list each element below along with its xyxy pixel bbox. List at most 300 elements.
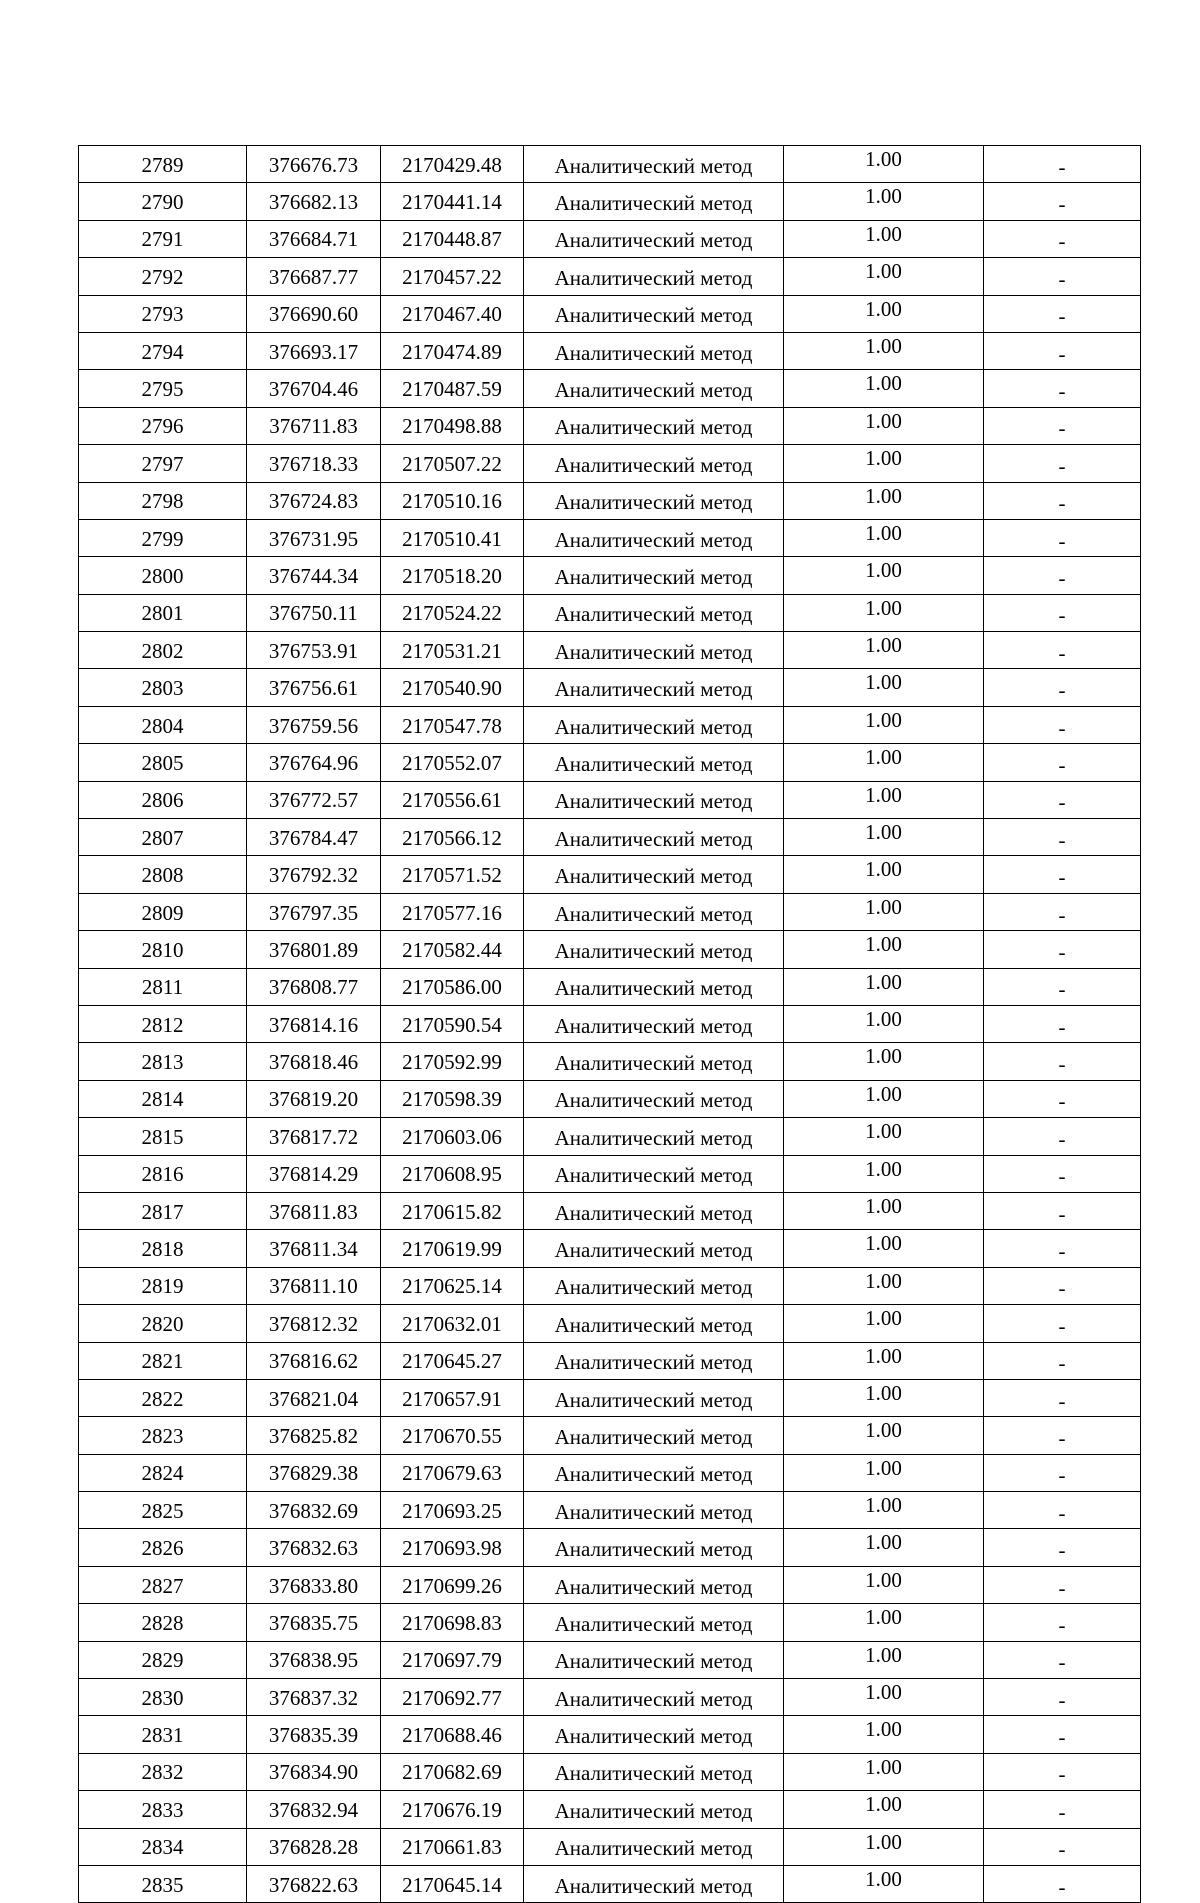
- method-cell: Аналитический метод: [524, 258, 784, 295]
- x-coordinate-cell: 376837.32: [247, 1679, 381, 1716]
- table-row: [79, 669, 1141, 706]
- x-coordinate-cell: 376731.95: [247, 519, 381, 556]
- point-number-cell: 2829: [79, 1641, 247, 1678]
- y-coordinate-cell: 2170448.87: [381, 220, 524, 257]
- note-cell: -: [984, 258, 1141, 295]
- note-cell: -: [984, 482, 1141, 519]
- accuracy-cell: 1.00: [784, 1267, 984, 1304]
- note-cell: -: [984, 407, 1141, 444]
- y-coordinate-cell: 2170682.69: [381, 1753, 524, 1790]
- table-row: [79, 1679, 1141, 1716]
- method-cell: Аналитический метод: [524, 968, 784, 1005]
- y-coordinate-cell: 2170498.88: [381, 407, 524, 444]
- accuracy-cell: 1.00: [784, 744, 984, 781]
- x-coordinate-cell: 376818.46: [247, 1043, 381, 1080]
- method-cell: Аналитический метод: [524, 744, 784, 781]
- point-number-cell: 2793: [79, 295, 247, 332]
- x-coordinate-cell: 376814.29: [247, 1155, 381, 1192]
- note-cell: -: [984, 1192, 1141, 1229]
- y-coordinate-cell: 2170688.46: [381, 1716, 524, 1753]
- accuracy-cell: 1.00: [784, 332, 984, 369]
- note-cell: -: [984, 968, 1141, 1005]
- note-cell: -: [984, 1753, 1141, 1790]
- method-cell: Аналитический метод: [524, 557, 784, 594]
- note-cell: -: [984, 1043, 1141, 1080]
- table-row: [79, 594, 1141, 631]
- y-coordinate-cell: 2170693.98: [381, 1529, 524, 1566]
- point-number-cell: 2826: [79, 1529, 247, 1566]
- y-coordinate-cell: 2170507.22: [381, 445, 524, 482]
- y-coordinate-cell: 2170615.82: [381, 1192, 524, 1229]
- method-cell: Аналитический метод: [524, 370, 784, 407]
- point-number-cell: 2790: [79, 183, 247, 220]
- y-coordinate-cell: 2170571.52: [381, 856, 524, 893]
- accuracy-cell: 1.00: [784, 931, 984, 968]
- accuracy-cell: 1.00: [784, 1043, 984, 1080]
- point-number-cell: 2811: [79, 968, 247, 1005]
- x-coordinate-cell: 376792.32: [247, 856, 381, 893]
- y-coordinate-cell: 2170590.54: [381, 1005, 524, 1042]
- accuracy-cell: 1.00: [784, 1118, 984, 1155]
- table-row: [79, 332, 1141, 369]
- accuracy-cell: 1.00: [784, 856, 984, 893]
- method-cell: Аналитический метод: [524, 519, 784, 556]
- y-coordinate-cell: 2170661.83: [381, 1828, 524, 1865]
- x-coordinate-cell: 376808.77: [247, 968, 381, 1005]
- method-cell: Аналитический метод: [524, 1417, 784, 1454]
- point-number-cell: 2813: [79, 1043, 247, 1080]
- x-coordinate-cell: 376822.63: [247, 1865, 381, 1902]
- point-number-cell: 2804: [79, 706, 247, 743]
- y-coordinate-cell: 2170608.95: [381, 1155, 524, 1192]
- table-row: [79, 1192, 1141, 1229]
- note-cell: -: [984, 632, 1141, 669]
- accuracy-cell: 1.00: [784, 1005, 984, 1042]
- x-coordinate-cell: 376764.96: [247, 744, 381, 781]
- point-number-cell: 2801: [79, 594, 247, 631]
- accuracy-cell: 1.00: [784, 1865, 984, 1902]
- point-number-cell: 2806: [79, 781, 247, 818]
- accuracy-cell: 1.00: [784, 893, 984, 930]
- point-number-cell: 2830: [79, 1679, 247, 1716]
- accuracy-cell: 1.00: [784, 1604, 984, 1641]
- note-cell: -: [984, 445, 1141, 482]
- table-row: [79, 893, 1141, 930]
- note-cell: -: [984, 370, 1141, 407]
- x-coordinate-cell: 376693.17: [247, 332, 381, 369]
- table-row: [79, 183, 1141, 220]
- point-number-cell: 2794: [79, 332, 247, 369]
- y-coordinate-cell: 2170510.16: [381, 482, 524, 519]
- note-cell: -: [984, 1305, 1141, 1342]
- point-number-cell: 2833: [79, 1791, 247, 1828]
- table-row: [79, 856, 1141, 893]
- method-cell: Аналитический метод: [524, 1118, 784, 1155]
- table-row: [79, 482, 1141, 519]
- method-cell: Аналитический метод: [524, 1492, 784, 1529]
- note-cell: -: [984, 931, 1141, 968]
- x-coordinate-cell: 376744.34: [247, 557, 381, 594]
- method-cell: Аналитический метод: [524, 1267, 784, 1304]
- point-number-cell: 2824: [79, 1454, 247, 1491]
- accuracy-cell: 1.00: [784, 519, 984, 556]
- accuracy-cell: 1.00: [784, 1492, 984, 1529]
- point-number-cell: 2815: [79, 1118, 247, 1155]
- point-number-cell: 2823: [79, 1417, 247, 1454]
- method-cell: Аналитический метод: [524, 1342, 784, 1379]
- accuracy-cell: 1.00: [784, 183, 984, 220]
- method-cell: Аналитический метод: [524, 1753, 784, 1790]
- accuracy-cell: 1.00: [784, 1679, 984, 1716]
- method-cell: Аналитический метод: [524, 1529, 784, 1566]
- method-cell: Аналитический метод: [524, 1080, 784, 1117]
- method-cell: Аналитический метод: [524, 1230, 784, 1267]
- y-coordinate-cell: 2170429.48: [381, 146, 524, 183]
- note-cell: -: [984, 1604, 1141, 1641]
- note-cell: -: [984, 332, 1141, 369]
- method-cell: Аналитический метод: [524, 781, 784, 818]
- note-cell: -: [984, 1566, 1141, 1603]
- method-cell: Аналитический метод: [524, 931, 784, 968]
- note-cell: -: [984, 856, 1141, 893]
- table-row: [79, 220, 1141, 257]
- x-coordinate-cell: 376690.60: [247, 295, 381, 332]
- point-number-cell: 2807: [79, 819, 247, 856]
- note-cell: -: [984, 1492, 1141, 1529]
- x-coordinate-cell: 376832.69: [247, 1492, 381, 1529]
- table-row: [79, 968, 1141, 1005]
- accuracy-cell: 1.00: [784, 1566, 984, 1603]
- method-cell: Аналитический метод: [524, 1679, 784, 1716]
- note-cell: -: [984, 1118, 1141, 1155]
- y-coordinate-cell: 2170679.63: [381, 1454, 524, 1491]
- table-row: [79, 519, 1141, 556]
- point-number-cell: 2835: [79, 1865, 247, 1902]
- y-coordinate-cell: 2170592.99: [381, 1043, 524, 1080]
- table-row: [79, 744, 1141, 781]
- x-coordinate-cell: 376833.80: [247, 1566, 381, 1603]
- y-coordinate-cell: 2170518.20: [381, 557, 524, 594]
- method-cell: Аналитический метод: [524, 1604, 784, 1641]
- x-coordinate-cell: 376812.32: [247, 1305, 381, 1342]
- y-coordinate-cell: 2170676.19: [381, 1791, 524, 1828]
- table-row: [79, 1118, 1141, 1155]
- y-coordinate-cell: 2170670.55: [381, 1417, 524, 1454]
- point-number-cell: 2817: [79, 1192, 247, 1229]
- note-cell: -: [984, 1379, 1141, 1416]
- x-coordinate-cell: 376687.77: [247, 258, 381, 295]
- accuracy-cell: 1.00: [784, 781, 984, 818]
- note-cell: -: [984, 146, 1141, 183]
- coordinates-table: [78, 145, 1141, 1903]
- note-cell: -: [984, 1417, 1141, 1454]
- table-row: [79, 370, 1141, 407]
- accuracy-cell: 1.00: [784, 594, 984, 631]
- point-number-cell: 2828: [79, 1604, 247, 1641]
- table-row: [79, 1305, 1141, 1342]
- x-coordinate-cell: 376825.82: [247, 1417, 381, 1454]
- note-cell: -: [984, 1342, 1141, 1379]
- accuracy-cell: 1.00: [784, 669, 984, 706]
- method-cell: Аналитический метод: [524, 1865, 784, 1902]
- method-cell: Аналитический метод: [524, 183, 784, 220]
- note-cell: -: [984, 594, 1141, 631]
- note-cell: -: [984, 1828, 1141, 1865]
- y-coordinate-cell: 2170699.26: [381, 1566, 524, 1603]
- x-coordinate-cell: 376811.10: [247, 1267, 381, 1304]
- method-cell: Аналитический метод: [524, 1566, 784, 1603]
- accuracy-cell: 1.00: [784, 445, 984, 482]
- point-number-cell: 2797: [79, 445, 247, 482]
- y-coordinate-cell: 2170552.07: [381, 744, 524, 781]
- method-cell: Аналитический метод: [524, 1454, 784, 1491]
- accuracy-cell: 1.00: [784, 1080, 984, 1117]
- method-cell: Аналитический метод: [524, 1828, 784, 1865]
- y-coordinate-cell: 2170692.77: [381, 1679, 524, 1716]
- point-number-cell: 2825: [79, 1492, 247, 1529]
- accuracy-cell: 1.00: [784, 146, 984, 183]
- accuracy-cell: 1.00: [784, 1529, 984, 1566]
- method-cell: Аналитический метод: [524, 407, 784, 444]
- table-row: [79, 1566, 1141, 1603]
- note-cell: -: [984, 220, 1141, 257]
- x-coordinate-cell: 376772.57: [247, 781, 381, 818]
- x-coordinate-cell: 376811.83: [247, 1192, 381, 1229]
- accuracy-cell: 1.00: [784, 1230, 984, 1267]
- method-cell: Аналитический метод: [524, 669, 784, 706]
- x-coordinate-cell: 376684.71: [247, 220, 381, 257]
- x-coordinate-cell: 376828.28: [247, 1828, 381, 1865]
- note-cell: -: [984, 557, 1141, 594]
- point-number-cell: 2814: [79, 1080, 247, 1117]
- table-row: [79, 1529, 1141, 1566]
- method-cell: Аналитический метод: [524, 856, 784, 893]
- table-row: [79, 1379, 1141, 1416]
- y-coordinate-cell: 2170474.89: [381, 332, 524, 369]
- note-cell: -: [984, 1679, 1141, 1716]
- x-coordinate-cell: 376724.83: [247, 482, 381, 519]
- table-row: [79, 931, 1141, 968]
- y-coordinate-cell: 2170566.12: [381, 819, 524, 856]
- x-coordinate-cell: 376801.89: [247, 931, 381, 968]
- note-cell: -: [984, 1641, 1141, 1678]
- method-cell: Аналитический метод: [524, 295, 784, 332]
- point-number-cell: 2808: [79, 856, 247, 893]
- note-cell: -: [984, 519, 1141, 556]
- accuracy-cell: 1.00: [784, 1828, 984, 1865]
- accuracy-cell: 1.00: [784, 1305, 984, 1342]
- y-coordinate-cell: 2170524.22: [381, 594, 524, 631]
- table-row: [79, 1716, 1141, 1753]
- method-cell: Аналитический метод: [524, 1005, 784, 1042]
- accuracy-cell: 1.00: [784, 557, 984, 594]
- point-number-cell: 2832: [79, 1753, 247, 1790]
- table-row: [79, 1267, 1141, 1304]
- x-coordinate-cell: 376756.61: [247, 669, 381, 706]
- point-number-cell: 2822: [79, 1379, 247, 1416]
- point-number-cell: 2819: [79, 1267, 247, 1304]
- method-cell: Аналитический метод: [524, 594, 784, 631]
- point-number-cell: 2820: [79, 1305, 247, 1342]
- table-row: [79, 557, 1141, 594]
- x-coordinate-cell: 376814.16: [247, 1005, 381, 1042]
- point-number-cell: 2799: [79, 519, 247, 556]
- method-cell: Аналитический метод: [524, 1043, 784, 1080]
- point-number-cell: 2816: [79, 1155, 247, 1192]
- table-row: [79, 1492, 1141, 1529]
- table-row: [79, 445, 1141, 482]
- coordinates-table-body: [79, 146, 1141, 1903]
- x-coordinate-cell: 376718.33: [247, 445, 381, 482]
- accuracy-cell: 1.00: [784, 1342, 984, 1379]
- y-coordinate-cell: 2170697.79: [381, 1641, 524, 1678]
- note-cell: -: [984, 183, 1141, 220]
- accuracy-cell: 1.00: [784, 819, 984, 856]
- point-number-cell: 2812: [79, 1005, 247, 1042]
- point-number-cell: 2792: [79, 258, 247, 295]
- x-coordinate-cell: 376817.72: [247, 1118, 381, 1155]
- table-row: [79, 1828, 1141, 1865]
- table-row: [79, 1342, 1141, 1379]
- note-cell: -: [984, 1529, 1141, 1566]
- x-coordinate-cell: 376834.90: [247, 1753, 381, 1790]
- table-row: [79, 1155, 1141, 1192]
- table-row: [79, 1005, 1141, 1042]
- point-number-cell: 2810: [79, 931, 247, 968]
- table-row: [79, 1043, 1141, 1080]
- point-number-cell: 2795: [79, 370, 247, 407]
- method-cell: Аналитический метод: [524, 1192, 784, 1229]
- y-coordinate-cell: 2170582.44: [381, 931, 524, 968]
- y-coordinate-cell: 2170510.41: [381, 519, 524, 556]
- x-coordinate-cell: 376676.73: [247, 146, 381, 183]
- method-cell: Аналитический метод: [524, 632, 784, 669]
- y-coordinate-cell: 2170619.99: [381, 1230, 524, 1267]
- table-row: [79, 1641, 1141, 1678]
- table-row: [79, 1604, 1141, 1641]
- method-cell: Аналитический метод: [524, 220, 784, 257]
- x-coordinate-cell: 376759.56: [247, 706, 381, 743]
- accuracy-cell: 1.00: [784, 1454, 984, 1491]
- method-cell: Аналитический метод: [524, 1791, 784, 1828]
- y-coordinate-cell: 2170693.25: [381, 1492, 524, 1529]
- table-row: [79, 781, 1141, 818]
- table-row: [79, 1230, 1141, 1267]
- accuracy-cell: 1.00: [784, 258, 984, 295]
- method-cell: Аналитический метод: [524, 1155, 784, 1192]
- x-coordinate-cell: 376821.04: [247, 1379, 381, 1416]
- table-row: [79, 1791, 1141, 1828]
- x-coordinate-cell: 376811.34: [247, 1230, 381, 1267]
- accuracy-cell: 1.00: [784, 632, 984, 669]
- accuracy-cell: 1.00: [784, 1716, 984, 1753]
- point-number-cell: 2834: [79, 1828, 247, 1865]
- point-number-cell: 2805: [79, 744, 247, 781]
- table-row: [79, 706, 1141, 743]
- accuracy-cell: 1.00: [784, 295, 984, 332]
- note-cell: -: [984, 1155, 1141, 1192]
- x-coordinate-cell: 376819.20: [247, 1080, 381, 1117]
- point-number-cell: 2827: [79, 1566, 247, 1603]
- method-cell: Аналитический метод: [524, 893, 784, 930]
- table-row: [79, 258, 1141, 295]
- note-cell: -: [984, 706, 1141, 743]
- method-cell: Аналитический метод: [524, 706, 784, 743]
- note-cell: -: [984, 1865, 1141, 1902]
- accuracy-cell: 1.00: [784, 482, 984, 519]
- note-cell: -: [984, 1791, 1141, 1828]
- accuracy-cell: 1.00: [784, 1379, 984, 1416]
- method-cell: Аналитический метод: [524, 146, 784, 183]
- x-coordinate-cell: 376835.39: [247, 1716, 381, 1753]
- note-cell: -: [984, 1005, 1141, 1042]
- note-cell: -: [984, 781, 1141, 818]
- table-row: [79, 632, 1141, 669]
- point-number-cell: 2791: [79, 220, 247, 257]
- y-coordinate-cell: 2170603.06: [381, 1118, 524, 1155]
- y-coordinate-cell: 2170698.83: [381, 1604, 524, 1641]
- x-coordinate-cell: 376832.94: [247, 1791, 381, 1828]
- y-coordinate-cell: 2170657.91: [381, 1379, 524, 1416]
- y-coordinate-cell: 2170632.01: [381, 1305, 524, 1342]
- y-coordinate-cell: 2170598.39: [381, 1080, 524, 1117]
- accuracy-cell: 1.00: [784, 1417, 984, 1454]
- note-cell: -: [984, 1080, 1141, 1117]
- method-cell: Аналитический метод: [524, 1716, 784, 1753]
- note-cell: -: [984, 744, 1141, 781]
- y-coordinate-cell: 2170531.21: [381, 632, 524, 669]
- point-number-cell: 2802: [79, 632, 247, 669]
- x-coordinate-cell: 376682.13: [247, 183, 381, 220]
- method-cell: Аналитический метод: [524, 332, 784, 369]
- y-coordinate-cell: 2170487.59: [381, 370, 524, 407]
- point-number-cell: 2800: [79, 557, 247, 594]
- note-cell: -: [984, 295, 1141, 332]
- point-number-cell: 2798: [79, 482, 247, 519]
- accuracy-cell: 1.00: [784, 1791, 984, 1828]
- accuracy-cell: 1.00: [784, 1753, 984, 1790]
- x-coordinate-cell: 376753.91: [247, 632, 381, 669]
- accuracy-cell: 1.00: [784, 370, 984, 407]
- note-cell: -: [984, 1230, 1141, 1267]
- y-coordinate-cell: 2170441.14: [381, 183, 524, 220]
- method-cell: Аналитический метод: [524, 482, 784, 519]
- accuracy-cell: 1.00: [784, 1641, 984, 1678]
- y-coordinate-cell: 2170645.27: [381, 1342, 524, 1379]
- table-row: [79, 1454, 1141, 1491]
- note-cell: -: [984, 669, 1141, 706]
- point-number-cell: 2796: [79, 407, 247, 444]
- y-coordinate-cell: 2170556.61: [381, 781, 524, 818]
- x-coordinate-cell: 376750.11: [247, 594, 381, 631]
- note-cell: -: [984, 1716, 1141, 1753]
- x-coordinate-cell: 376711.83: [247, 407, 381, 444]
- y-coordinate-cell: 2170645.14: [381, 1865, 524, 1902]
- x-coordinate-cell: 376832.63: [247, 1529, 381, 1566]
- y-coordinate-cell: 2170457.22: [381, 258, 524, 295]
- note-cell: -: [984, 819, 1141, 856]
- accuracy-cell: 1.00: [784, 968, 984, 1005]
- point-number-cell: 2789: [79, 146, 247, 183]
- table-row: [79, 146, 1141, 183]
- point-number-cell: 2821: [79, 1342, 247, 1379]
- table-row: [79, 1753, 1141, 1790]
- y-coordinate-cell: 2170577.16: [381, 893, 524, 930]
- accuracy-cell: 1.00: [784, 1155, 984, 1192]
- note-cell: -: [984, 1267, 1141, 1304]
- note-cell: -: [984, 893, 1141, 930]
- method-cell: Аналитический метод: [524, 1379, 784, 1416]
